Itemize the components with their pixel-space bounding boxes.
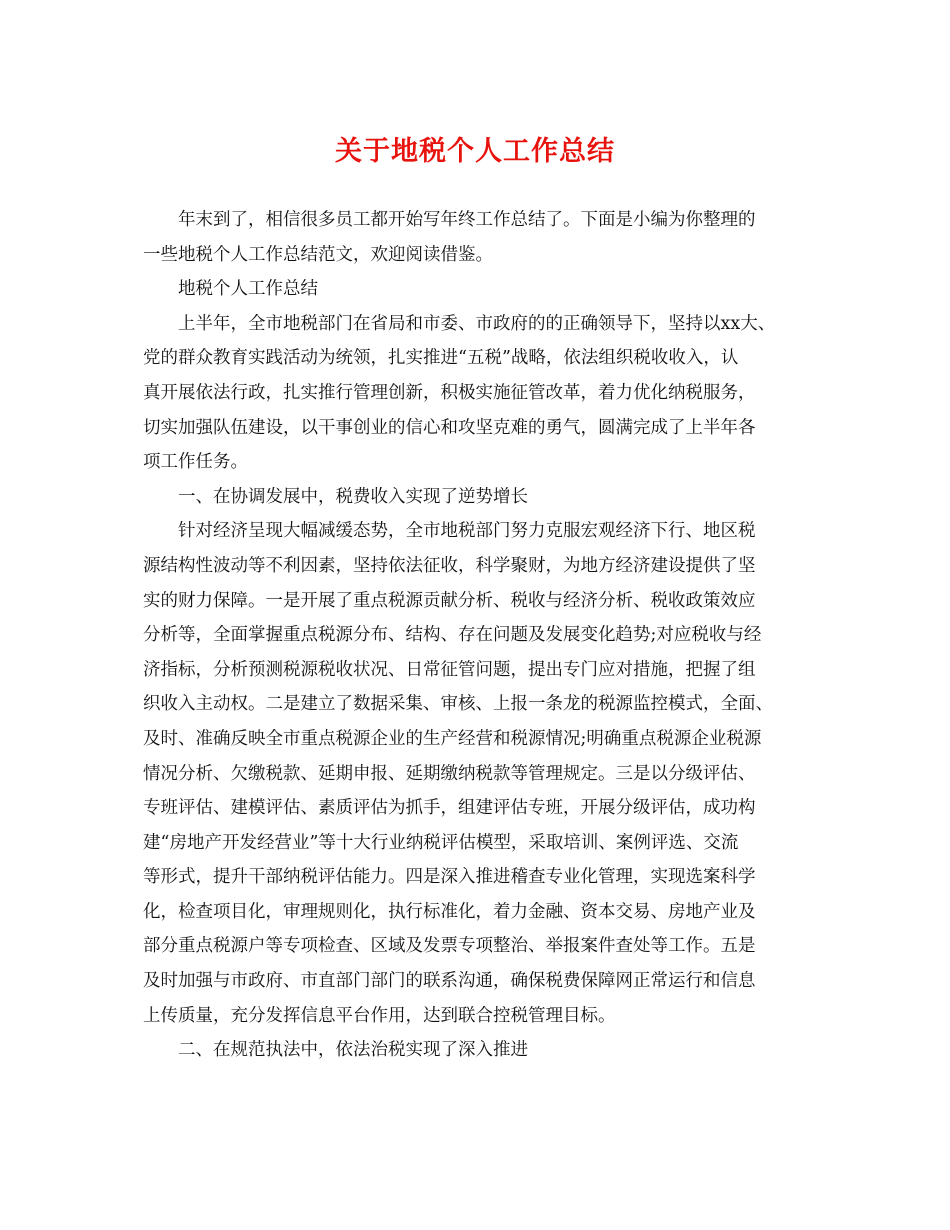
document-title: 关于地税个人工作总结 [335, 136, 615, 167]
text-line: 分析等，全面掌握重点税源分布、结构、存在问题及发展变化趋势;对应税收与经 [143, 625, 762, 646]
text-line: 部分重点税源户等专项检查、区域及发票专项整治、举报案件查处等工作。五是 [143, 936, 756, 957]
text-line: 化，检查项目化，审理规则化，执行标准化，着力金融、资本交易、房地产业及 [143, 901, 756, 922]
text-line: 及时、准确反映全市重点税源企业的生产经营和税源情况;明确重点税源企业税源 [143, 728, 762, 749]
text-line: 二、在规范执法中，依法治税实现了深入推进 [178, 1040, 528, 1061]
text-line: 地税个人工作总结 [178, 279, 318, 300]
text-line: 情况分析、欠缴税款、延期申报、延期缴纳税款等管理规定。三是以分级评估、 [143, 763, 756, 784]
text-line: 专班评估、建模评估、素质评估为抓手，组建评估专班，开展分级评估，成功构 [143, 798, 756, 819]
text-line: 真开展依法行政，扎实推行管理创新，积极实施征管改革，着力优化纳税服务， [143, 382, 756, 403]
text-line: 针对经济呈现大幅减缓态势，全市地税部门努力克服宏观经济下行、地区税 [178, 521, 756, 542]
text-line: 济指标，分析预测税源税收状况、日常征管问题，提出专门应对措施，把握了组 [143, 659, 756, 680]
text-line: 年末到了，相信很多员工都开始写年终工作总结了。下面是小编为你整理的 [178, 210, 756, 230]
text-line: 上半年，全市地税部门在省局和市委、市政府的的正确领导下，坚持以xx大、 [178, 313, 776, 334]
text-line: 及时加强与市政府、市直部门部门的联系沟通，确保税费保障网正常运行和信息 [143, 971, 756, 992]
text-line: 上传质量，充分发挥信息平台作用，达到联合控税管理目标。 [143, 1005, 616, 1026]
text-line: 项工作任务。 [143, 452, 248, 473]
text-line: 切实加强队伍建设，以干事创业的信心和攻坚克难的勇气，圆满完成了上半年各 [143, 417, 756, 438]
text-line: 一些地税个人工作总结范文，欢迎阅读借鉴。 [143, 244, 493, 265]
text-line: 建“房地产开发经营业”等十大行业纳税评估模型，采取培训、案例评选、交流 [143, 832, 739, 853]
text-line: 源结构性波动等不利因素，坚持依法征收，科学聚财，为地方经济建设提供了坚 [143, 555, 756, 576]
text-line: 一、在协调发展中，税费收入实现了逆势增长 [178, 486, 528, 507]
text-line: 等形式，提升干部纳税评估能力。四是深入推进稽查专业化管理，实现选案科学 [143, 867, 756, 888]
text-line: 党的群众教育实践活动为统领，扎实推进“五税”战略，依法组织税收收入，认 [143, 348, 739, 369]
text-line: 织收入主动权。二是建立了数据采集、审核、上报一条龙的税源监控模式，全面、 [143, 694, 773, 715]
document-body [143, 203, 815, 1068]
text-line: 实的财力保障。一是开展了重点税源贡献分析、税收与经济分析、税收政策效应 [143, 590, 756, 611]
